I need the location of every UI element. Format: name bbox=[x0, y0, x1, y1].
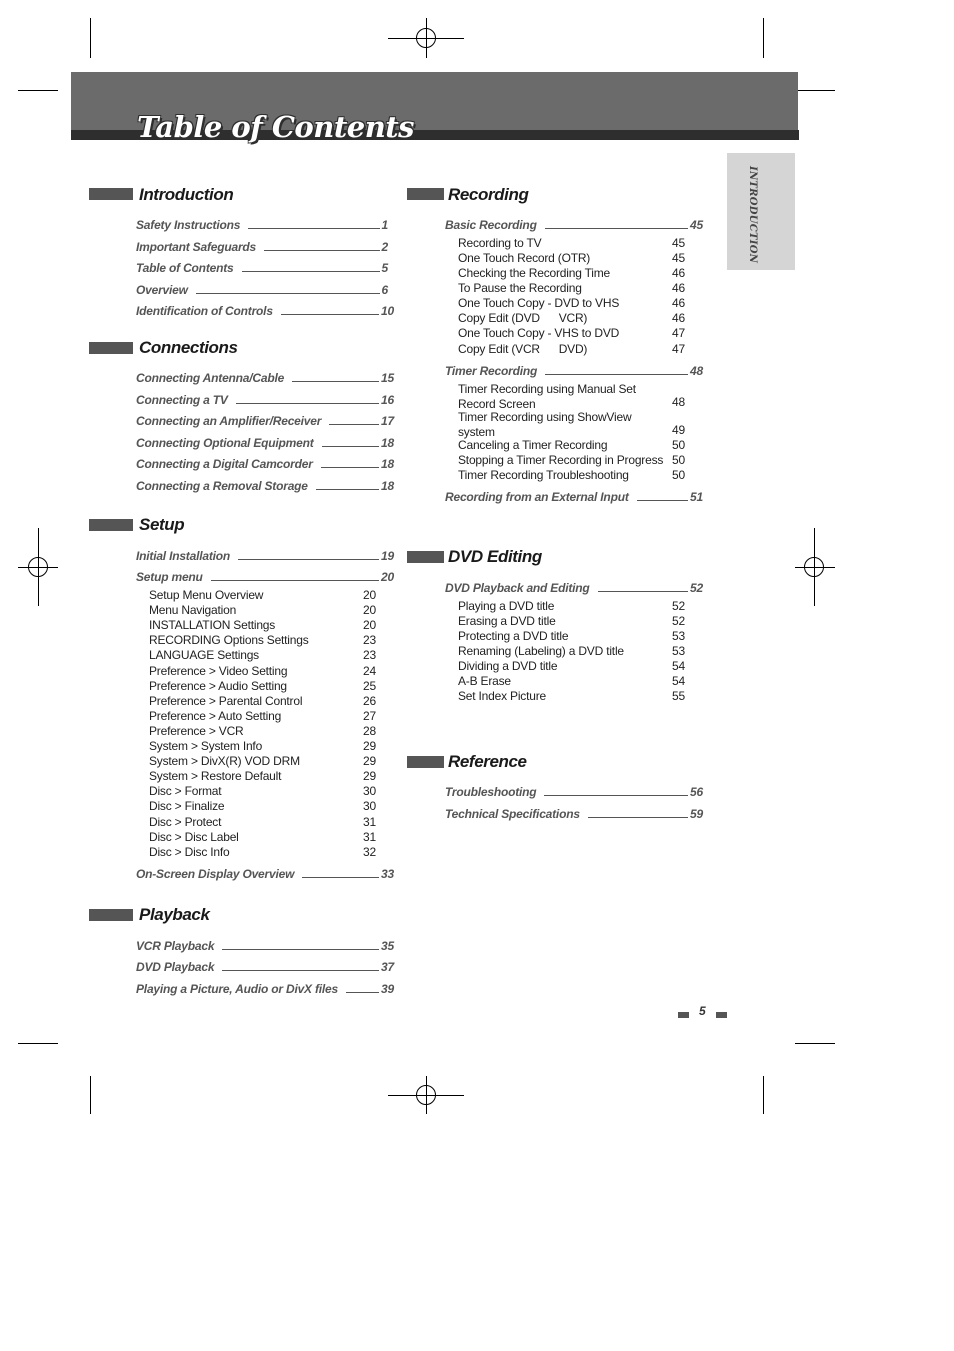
entry-page: 18 bbox=[381, 479, 394, 493]
toc-subentry[interactable] bbox=[458, 281, 688, 296]
page-number-marker bbox=[678, 1012, 689, 1018]
subentry-label: Recording to TV bbox=[458, 236, 542, 250]
section-tab-label: INTRODUCTION bbox=[747, 166, 758, 264]
subentry-page: 50 bbox=[672, 438, 685, 452]
entry-label: On-Screen Display Overview bbox=[136, 867, 295, 881]
subentry-label: Checking the Recording Time bbox=[458, 266, 611, 280]
leader-line bbox=[281, 314, 379, 315]
subentry-page: 52 bbox=[672, 599, 685, 613]
toc-subentry[interactable] bbox=[149, 724, 379, 739]
subentry-label: One Touch Record (OTR) bbox=[458, 251, 591, 265]
entry-page: 51 bbox=[690, 490, 703, 504]
subentry-label: Preference > Audio Setting bbox=[149, 679, 287, 693]
leader-line bbox=[302, 877, 379, 878]
subentry-page: 25 bbox=[363, 679, 376, 693]
subentry-label: To Pause the Recording bbox=[458, 281, 582, 295]
toc-subentry[interactable] bbox=[149, 709, 379, 724]
entry-page: 16 bbox=[381, 393, 394, 407]
subentry-label: Timer Recording using Manual Set bbox=[458, 382, 636, 396]
entry-label: Safety Instructions bbox=[136, 218, 241, 232]
entry-label: Important Safeguards bbox=[136, 240, 257, 254]
toc-entry[interactable] bbox=[445, 488, 703, 504]
subentry-page: 54 bbox=[672, 659, 685, 673]
subentry-label: System > DivX(R) VOD DRM bbox=[149, 754, 300, 768]
toc-subentry[interactable] bbox=[149, 769, 379, 784]
section-title-setup: Setup bbox=[139, 515, 185, 534]
subentry-page: 46 bbox=[672, 266, 685, 280]
entry-page: 10 bbox=[381, 304, 394, 318]
section-marker bbox=[407, 551, 444, 563]
entry-label: DVD Playback and Editing bbox=[445, 581, 590, 595]
subentry-page: 20 bbox=[363, 603, 376, 617]
subentry-label: Timer Recording using ShowView bbox=[458, 410, 632, 424]
toc-subentry[interactable] bbox=[149, 633, 379, 648]
entry-label: Troubleshooting bbox=[445, 785, 537, 799]
leader-line bbox=[637, 500, 688, 501]
toc-subentry[interactable] bbox=[458, 599, 688, 614]
subentry-page: 29 bbox=[363, 769, 376, 783]
entry-label: Connecting a Digital Camcorder bbox=[136, 457, 313, 471]
toc-subentry[interactable] bbox=[149, 754, 379, 769]
subentry-label: Renaming (Labeling) a DVD title bbox=[458, 644, 624, 658]
toc-subentry[interactable] bbox=[458, 326, 688, 341]
toc-subentry[interactable] bbox=[149, 603, 379, 618]
subentry-label: Dividing a DVD title bbox=[458, 659, 558, 673]
toc-subentry[interactable] bbox=[458, 342, 688, 357]
toc-subentry[interactable] bbox=[149, 784, 379, 799]
leader-line bbox=[321, 467, 379, 468]
toc-subentry[interactable] bbox=[458, 410, 688, 440]
subentry-label: Canceling a Timer Recording bbox=[458, 438, 608, 452]
toc-entry[interactable] bbox=[136, 412, 394, 428]
subentry-label-cont: system bbox=[458, 425, 495, 439]
entry-page: 18 bbox=[381, 457, 394, 471]
entry-label: Identification of Controls bbox=[136, 304, 273, 318]
subentry-page: 23 bbox=[363, 633, 376, 647]
subentry-label: Disc > Disc Info bbox=[149, 845, 230, 859]
leader-line bbox=[222, 970, 379, 971]
subentry-label: LANGUAGE Settings bbox=[149, 648, 259, 662]
subentry-page: 27 bbox=[363, 709, 376, 723]
subentry-label: One Touch Copy - DVD to VHS bbox=[458, 296, 620, 310]
subentry-label: Erasing a DVD title bbox=[458, 614, 556, 628]
toc-subentry[interactable] bbox=[149, 588, 379, 603]
toc-subentry[interactable] bbox=[458, 382, 688, 412]
subentry-page: 24 bbox=[363, 664, 376, 678]
subentry-label: Setup Menu Overview bbox=[149, 588, 264, 602]
toc-subentry[interactable] bbox=[458, 266, 688, 281]
section-marker bbox=[407, 756, 444, 768]
subentry-label: Disc > Format bbox=[149, 784, 222, 798]
toc-subentry[interactable] bbox=[458, 438, 688, 453]
leader-line bbox=[248, 228, 379, 229]
toc-subentry[interactable] bbox=[149, 694, 379, 709]
leader-line bbox=[316, 489, 379, 490]
entry-label: Connecting a Removal Storage bbox=[136, 479, 308, 493]
toc-entry[interactable] bbox=[136, 259, 388, 275]
entry-label: Table of Contents bbox=[136, 261, 234, 275]
toc-entry[interactable] bbox=[136, 958, 394, 974]
subentry-page: 28 bbox=[363, 724, 376, 738]
toc-subentry[interactable] bbox=[149, 648, 379, 663]
toc-subentry[interactable] bbox=[149, 845, 379, 860]
toc-entry[interactable] bbox=[136, 391, 394, 407]
entry-label: Connecting Antenna/Cable bbox=[136, 371, 285, 385]
toc-entry[interactable] bbox=[136, 980, 394, 996]
toc-entry[interactable] bbox=[136, 302, 394, 318]
toc-subentry[interactable] bbox=[149, 815, 379, 830]
subentry-page: 53 bbox=[672, 629, 685, 643]
entry-page: 18 bbox=[381, 436, 394, 450]
toc-subentry[interactable] bbox=[458, 614, 688, 629]
subentry-label: Playing a DVD title bbox=[458, 599, 555, 613]
section-marker bbox=[89, 188, 133, 200]
toc-subentry[interactable] bbox=[149, 799, 379, 814]
toc-subentry[interactable] bbox=[458, 629, 688, 644]
subentry-label: Stopping a Timer Recording in Progress bbox=[458, 453, 664, 467]
leader-line bbox=[211, 580, 379, 581]
toc-entry[interactable] bbox=[445, 362, 703, 378]
toc-entry[interactable] bbox=[136, 281, 388, 297]
leader-line bbox=[322, 446, 380, 447]
toc-entry[interactable] bbox=[136, 369, 394, 385]
subentry-page: 46 bbox=[672, 311, 685, 325]
page-title: Table of Contents bbox=[137, 110, 415, 144]
subentry-page: 45 bbox=[672, 236, 685, 250]
entry-label: Basic Recording bbox=[445, 218, 537, 232]
leader-line bbox=[588, 817, 688, 818]
toc-subentry[interactable] bbox=[149, 679, 379, 694]
entry-label: Connecting Optional Equipment bbox=[136, 436, 314, 450]
toc-subentry[interactable] bbox=[149, 830, 379, 845]
entry-label: Initial Installation bbox=[136, 549, 231, 563]
section-title-connections: Connections bbox=[139, 338, 238, 357]
toc-entry[interactable] bbox=[136, 937, 394, 953]
entry-label: Setup menu bbox=[136, 570, 203, 584]
subentry-page: 30 bbox=[363, 799, 376, 813]
leader-line bbox=[236, 403, 379, 404]
subentry-page: 53 bbox=[672, 644, 685, 658]
leader-line bbox=[545, 228, 688, 229]
entry-page: 15 bbox=[381, 371, 394, 385]
toc-subentry[interactable] bbox=[458, 251, 688, 266]
subentry-label: Timer Recording Troubleshooting bbox=[458, 468, 629, 482]
subentry-label: Protecting a DVD title bbox=[458, 629, 569, 643]
entry-page: 17 bbox=[381, 414, 394, 428]
subentry-page: 20 bbox=[363, 588, 376, 602]
subentry-label: RECORDING Options Settings bbox=[149, 633, 309, 647]
toc-subentry[interactable] bbox=[458, 689, 688, 704]
section-marker bbox=[407, 188, 444, 200]
entry-page: 20 bbox=[381, 570, 394, 584]
toc-entry[interactable] bbox=[136, 216, 388, 232]
entry-page: 35 bbox=[381, 939, 394, 953]
subentry-label: System > System Info bbox=[149, 739, 263, 753]
entry-page: 39 bbox=[381, 982, 394, 996]
entry-label: Timer Recording bbox=[445, 364, 538, 378]
subentry-page: 32 bbox=[363, 845, 376, 859]
section-marker bbox=[89, 342, 133, 354]
subentry-page: 49 bbox=[672, 423, 685, 437]
page-number-marker bbox=[716, 1012, 727, 1018]
subentry-label: Menu Navigation bbox=[149, 603, 237, 617]
toc-entry[interactable] bbox=[445, 805, 703, 821]
section-title-recording: Recording bbox=[448, 185, 529, 204]
subentry-page: 29 bbox=[363, 754, 376, 768]
entry-label: Connecting a TV bbox=[136, 393, 228, 407]
subentry-label: Copy Edit (DVD VCR) bbox=[458, 311, 588, 325]
toc-entry[interactable] bbox=[136, 455, 394, 471]
entry-page: 2 bbox=[381, 240, 388, 254]
entry-page: 37 bbox=[381, 960, 394, 974]
entry-page: 45 bbox=[690, 218, 703, 232]
subentry-page: 23 bbox=[363, 648, 376, 662]
subentry-page: 26 bbox=[363, 694, 376, 708]
toc-subentry[interactable] bbox=[458, 236, 688, 251]
toc-subentry[interactable] bbox=[149, 739, 379, 754]
subentry-label: A-B Erase bbox=[458, 674, 511, 688]
entry-page: 19 bbox=[381, 549, 394, 563]
subentry-page: 52 bbox=[672, 614, 685, 628]
leader-line bbox=[222, 949, 379, 950]
toc-subentry[interactable] bbox=[458, 296, 688, 311]
section-tab bbox=[727, 153, 795, 270]
subentry-label: Preference > Parental Control bbox=[149, 694, 303, 708]
subentry-page: 31 bbox=[363, 830, 376, 844]
entry-label: Playing a Picture, Audio or DivX files bbox=[136, 982, 339, 996]
toc-subentry[interactable] bbox=[458, 311, 688, 326]
entry-page: 52 bbox=[690, 581, 703, 595]
subentry-label: Disc > Disc Label bbox=[149, 830, 239, 844]
entry-label: Recording from an External Input bbox=[445, 490, 629, 504]
entry-label: DVD Playback bbox=[136, 960, 215, 974]
section-title-playback: Playback bbox=[139, 905, 210, 924]
toc-subentry[interactable] bbox=[458, 468, 688, 483]
leader-line bbox=[196, 293, 380, 294]
leader-line bbox=[292, 381, 379, 382]
section-title-introduction: Introduction bbox=[139, 185, 234, 204]
toc-subentry[interactable] bbox=[458, 453, 688, 468]
subentry-page: 50 bbox=[672, 453, 685, 467]
subentry-label: Copy Edit (VCR DVD) bbox=[458, 342, 588, 356]
toc-entry[interactable] bbox=[445, 579, 703, 595]
subentry-page: 46 bbox=[672, 296, 685, 310]
leader-line bbox=[264, 250, 379, 251]
toc-entry[interactable] bbox=[136, 477, 394, 493]
subentry-page: 29 bbox=[363, 739, 376, 753]
toc-entry[interactable] bbox=[136, 568, 394, 584]
subentry-page: 30 bbox=[363, 784, 376, 798]
toc-entry[interactable] bbox=[136, 865, 394, 881]
subentry-label: One Touch Copy - VHS to DVD bbox=[458, 326, 620, 340]
section-marker bbox=[89, 519, 133, 531]
subentry-page: 47 bbox=[672, 342, 685, 356]
toc-entry[interactable] bbox=[136, 238, 388, 254]
toc-entry[interactable] bbox=[445, 216, 703, 232]
subentry-page: 31 bbox=[363, 815, 376, 829]
subentry-page: 47 bbox=[672, 326, 685, 340]
subentry-page: 55 bbox=[672, 689, 685, 703]
subentry-page: 46 bbox=[672, 281, 685, 295]
subentry-page: 45 bbox=[672, 251, 685, 265]
leader-line bbox=[242, 271, 380, 272]
subentry-page: 48 bbox=[672, 395, 685, 409]
section-marker bbox=[89, 909, 133, 921]
subentry-page: 20 bbox=[363, 618, 376, 632]
leader-line bbox=[329, 424, 379, 425]
subentry-label: System > Restore Default bbox=[149, 769, 282, 783]
entry-label: Connecting an Amplifier/Receiver bbox=[136, 414, 322, 428]
subentry-label: INSTALLATION Settings bbox=[149, 618, 276, 632]
toc-entry[interactable] bbox=[136, 547, 394, 563]
entry-page: 48 bbox=[690, 364, 703, 378]
section-title-reference: Reference bbox=[448, 752, 527, 771]
toc-entry[interactable] bbox=[136, 434, 394, 450]
entry-page: 1 bbox=[381, 218, 388, 232]
leader-line bbox=[545, 374, 688, 375]
entry-label: Technical Specifications bbox=[445, 807, 580, 821]
subentry-label: Disc > Finalize bbox=[149, 799, 225, 813]
entry-page: 56 bbox=[690, 785, 703, 799]
leader-line bbox=[238, 559, 379, 560]
entry-page: 5 bbox=[381, 261, 388, 275]
entry-label: VCR Playback bbox=[136, 939, 215, 953]
subentry-label: Preference > Auto Setting bbox=[149, 709, 282, 723]
subentry-label: Disc > Protect bbox=[149, 815, 222, 829]
subentry-page: 50 bbox=[672, 468, 685, 482]
subentry-label: Set Index Picture bbox=[458, 689, 546, 703]
toc-subentry[interactable] bbox=[458, 659, 688, 674]
toc-subentry[interactable] bbox=[149, 618, 379, 633]
subentry-page: 54 bbox=[672, 674, 685, 688]
leader-line bbox=[598, 591, 688, 592]
section-title-dvd-editing: DVD Editing bbox=[448, 547, 542, 566]
entry-page: 33 bbox=[381, 867, 394, 881]
subentry-label: Preference > VCR bbox=[149, 724, 244, 738]
toc-subentry[interactable] bbox=[458, 644, 688, 659]
toc-subentry[interactable] bbox=[149, 664, 379, 679]
subentry-label-cont: Record Screen bbox=[458, 397, 536, 411]
entry-page: 6 bbox=[381, 283, 388, 297]
leader-line bbox=[346, 992, 379, 993]
subentry-label: Preference > Video Setting bbox=[149, 664, 288, 678]
toc-entry[interactable] bbox=[445, 783, 703, 799]
leader-line bbox=[544, 795, 688, 796]
entry-page: 59 bbox=[690, 807, 703, 821]
entry-label: Overview bbox=[136, 283, 188, 297]
toc-subentry[interactable] bbox=[458, 674, 688, 689]
page-number: 5 bbox=[699, 1004, 706, 1018]
